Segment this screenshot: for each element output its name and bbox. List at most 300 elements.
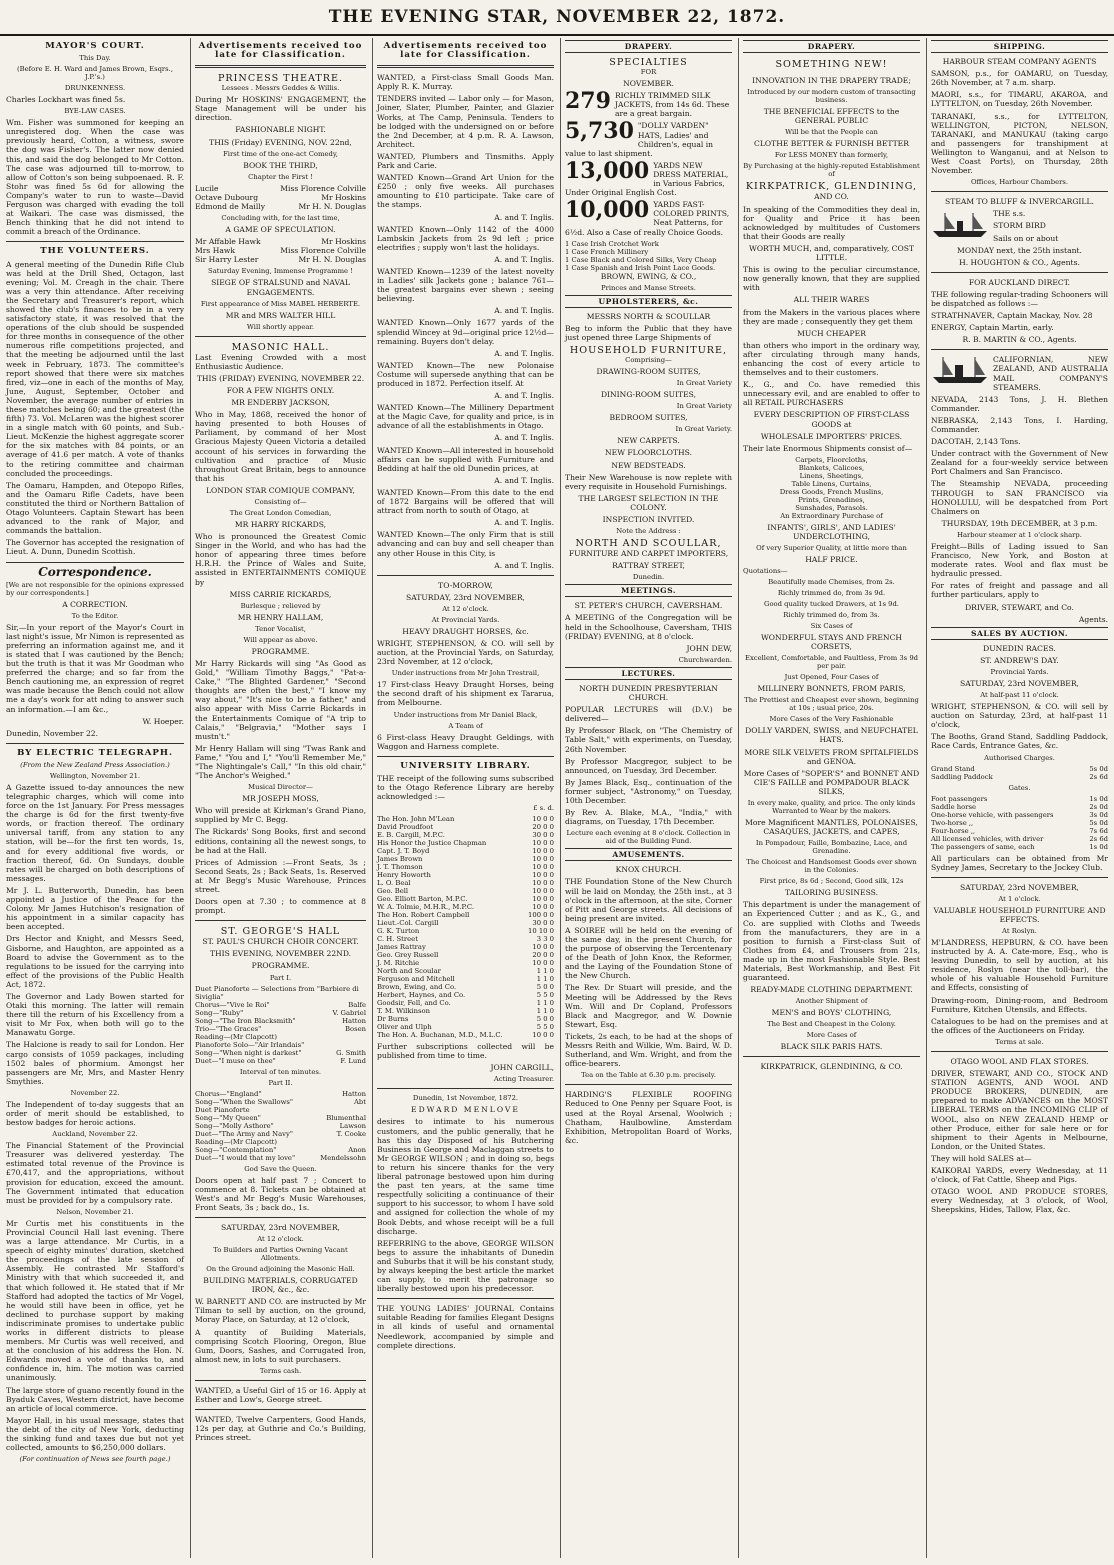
- programme-row: [195, 1154, 366, 1162]
- ad-line: THURSDAY, 19th DECEMBER, at 3 p.m.: [941, 518, 1098, 528]
- ad-line: On the Ground adjoining the Masonic Hall.: [206, 1265, 355, 1274]
- ad-line: INFANTS', GIRLS', AND LADIES' UNDERCLOTHING,: [767, 522, 896, 541]
- inglis-ad: [377, 225, 554, 264]
- role: Edmond de Mailly: [195, 201, 265, 211]
- ad-text: By Professor Black, on "The Chemistry of Table Salt," with experiments, on Tuesday, 26th November.: [565, 726, 732, 754]
- section-label: BYE-LAW CASES.: [64, 107, 126, 116]
- ad-line: MONDAY next, the 25th instant.: [957, 245, 1082, 255]
- letter-body: Sir,—In your report of the Mayor's Court in last night's issue, Mr Nimon is represented as preferring an information against me, and it is stated that I was cautioned by the Bench; but the truth is that it was Mr Goodman who preferred the charge; and so far from the Bench cautioning me, an expression of regret was made because the Bench could not allow me a day's work for att nding to answer such an information.—I am &c.,: [6, 622, 184, 714]
- ad-line: Chapter the First !: [248, 172, 313, 181]
- goods-item: Carpets, Floorcloths,: [795, 455, 868, 464]
- amount: 10 0 0: [532, 895, 554, 904]
- subscriber: Dr Burns: [377, 1015, 409, 1024]
- ad-line: First appearance of Miss MABEL HERBERTE.: [200, 299, 361, 308]
- charge-price: 2s 6d: [1089, 834, 1108, 843]
- ad-line: PROGRAMME.: [251, 961, 310, 971]
- subscription-row: [377, 871, 554, 879]
- ad-line: First time of the one-act Comedy,: [223, 149, 338, 158]
- amount: 3 3 0: [536, 935, 554, 944]
- ad-line: The Prettiest and Cheapest ever shown, beginning at 10s ; usual price, 20s.: [744, 696, 919, 713]
- correspondence-heading: Correspondence.: [38, 564, 152, 579]
- goods-item: Table Linens, Curtains,: [791, 479, 872, 488]
- gate-charge-list: [931, 795, 1108, 851]
- subscription-row: [377, 943, 554, 951]
- cast-list: [195, 184, 366, 211]
- piece: Duet—"I muse on thee": [195, 1056, 276, 1065]
- specialty-item: [565, 161, 732, 197]
- ad-line: HARBOUR STEAM COMPANY AGENTS: [942, 57, 1097, 67]
- ad-line: Just Opened, Four Cases of: [784, 673, 879, 682]
- ad-line: DUNEDIN RACES.: [983, 643, 1056, 653]
- ad-line: Richly trimmed do, from 3s.: [783, 611, 880, 620]
- subscription-row: [377, 847, 554, 855]
- ad-text: M'LANDRESS, HEPBURN, & CO. have been instructed by A. A. Cate-more, Esq., who is leaving Dunedin, to sell by auction, at his residence, Roslyn (near the toll-bar), the whole of his valuable Household Furniture and Effects, consisting of: [931, 938, 1108, 993]
- divider: [6, 562, 184, 563]
- subscription-row: [377, 919, 554, 927]
- quantity-number: 13,000: [565, 160, 650, 184]
- column-drapery-2: [738, 38, 924, 1558]
- composer: Anon: [348, 1145, 366, 1154]
- paragraph: Charles Lockhart was fined 5s.: [6, 95, 126, 105]
- charge-price: 2s 0d: [1089, 802, 1108, 811]
- ad-text: HARDING'S FLEXIBLE ROOFING Reduced to One Penny per Square Foot, is used at the Royal Arsenal, Woolwich ; Chatham, Haulbowline, Amsterdam Exhibition, Metropolitan Board of Works, &c.: [565, 1090, 732, 1145]
- ad-line: BLACK SILK PARIS HATS.: [780, 1042, 883, 1052]
- amount: 10 0 0: [532, 1031, 554, 1040]
- late-ads-heading: Advertisements received too late for Classification.: [383, 41, 548, 61]
- amount: 1 1 0: [536, 967, 554, 976]
- ad-line: Concluding with, for the last time,: [221, 214, 340, 223]
- piece: Song—"Molly Asthore": [195, 1121, 274, 1130]
- paragraph: Drs Hector and Knight, and Messrs Seed, Gisborne, and Haughton, are appointed as a Board to advise the Government as to the regulations to be issued for the carrying into effect of the provisions of the Public Health Act, 1872.: [6, 934, 184, 989]
- paragraph: The Financial Statement of the Provincial Treasurer was delivered yesterday. The estimated total revenue of the Province is £70,417, and the appropriations, without provision for education, exceed the amount. The Government intimated that education must be provided for by a compulsory rate.: [6, 1141, 184, 1205]
- drapery-heading: DRAPERY.: [565, 40, 732, 53]
- ad-line: MR ENDERBY JACKSON,: [231, 398, 330, 408]
- subscription-row: [377, 935, 554, 943]
- letter-date: Dunedin, November 22.: [6, 728, 99, 738]
- piece: Song—"Contemplation": [195, 1145, 277, 1154]
- quantity-number: 279: [565, 91, 611, 115]
- subscription-row: [377, 815, 554, 823]
- ad-text: A MEETING of the Congregation will be held in the Schoolhouse, Caversham, THIS (FRIDAY) EVENING, at 8 o'clock.: [565, 613, 732, 641]
- ad-text: W. BARNETT AND CO. are instructed by Mr Tilman to sell by auction, on the ground, Moray Place, on Saturday, at 12 o'clock,: [195, 1297, 366, 1325]
- amount: 10 0 0: [532, 879, 554, 888]
- ad-line: STRATHNAVER, Captain Mackay, Nov. 28: [931, 311, 1093, 321]
- subscriber: Ferguson and Mitchell: [377, 975, 455, 984]
- ad-line: At Provincial Yards.: [431, 615, 500, 624]
- subscription-row: [377, 911, 554, 919]
- amount: 10 0 0: [532, 871, 554, 880]
- ad-line: Interval of ten minutes.: [239, 1067, 322, 1076]
- ad-line: MORE SILK VELVETS FROM SPITALFIELDS and GENOA.: [744, 747, 919, 766]
- subscriber: The Hon. A. Buchanan, M.D., M.L.C.: [377, 1031, 503, 1040]
- actor: Mr H. N. Douglas: [298, 255, 366, 265]
- piece: Duet Pianoforte — Selections from "Barbiere di Siviglia": [195, 984, 359, 1001]
- ad-line: FOR: [640, 68, 657, 77]
- ad-signature: A. and T. Inglis.: [494, 391, 554, 401]
- subscription-row: [377, 839, 554, 847]
- specialty-items: [565, 91, 732, 236]
- news-source: (From the New Zealand Press Association.): [20, 760, 170, 769]
- charge-row: [931, 835, 1108, 843]
- ad-line: H. HOUGHTON & CO., Agents.: [959, 257, 1080, 267]
- amount: 1 1 0: [536, 1007, 554, 1016]
- subscription-row: [377, 855, 554, 863]
- divider: [377, 575, 554, 576]
- quantity-number: 10,000: [565, 200, 650, 224]
- ad-text: REFERRING to the above, GEORGE WILSON begs to assure the inhabitants of Dunedin and Suburbs that it will be his constant study, by always keeping the best article the market can supply, to merit the patronage so liberally bestowed upon his predecessor.: [377, 1238, 554, 1294]
- ad-signature: A. and T. Inglis.: [494, 560, 554, 570]
- subscriber: Capt. J. T. Boyd: [377, 847, 430, 856]
- ad-line: Quotations—: [743, 567, 788, 576]
- ad-text: By Rev. A. Blake, M.A., "India," with diagrams, on Tuesday, 17th December.: [565, 808, 732, 827]
- charge-item: Foot passengers: [931, 794, 988, 803]
- charge-row: [931, 819, 1108, 827]
- amount: 30 0 0: [532, 831, 554, 840]
- composer: Hatton: [342, 1089, 366, 1098]
- dateline: Auckland, November 22.: [52, 1130, 138, 1139]
- ad-line: NEW BEDSTEADS.: [611, 460, 686, 470]
- ad-line: SATURDAY, 23rd NOVEMBER,: [960, 678, 1079, 688]
- programme-row: [195, 1001, 366, 1009]
- ad-text: SAMSON, p.s., for OAMARU, on Tuesday, 26th November, at 7 a.m. sharp.: [931, 69, 1108, 88]
- case-item: 1 Case French Millinery: [565, 247, 649, 256]
- ad-text: A quantity of Building Materials, comprising Scotch Flooring, Oregon, Blue Gum, Doors, Sashes, and Corrugated Iron, almost new, in lots to suit purchasers.: [195, 1327, 366, 1364]
- ad-line: Will appear as above.: [243, 635, 318, 644]
- programme-row: [195, 1009, 366, 1017]
- ad-line: Provincial Yards.: [990, 667, 1049, 676]
- ad-line: FASHIONABLE NIGHT.: [235, 125, 326, 135]
- divider: [195, 1409, 366, 1410]
- inglis-ad: [377, 403, 554, 442]
- paragraph: The Halcione is ready to sail for London. Her cargo consists of 1059 packages, including 1502 bales of phormium. Amongst her passengers are Mr, Mrs, and Master Henry Smythies.: [6, 1040, 184, 1086]
- ad-text: A SOIREE will be held on the evening of the same day, in the present Church, for the purpose of observing the Tercentenary of the Death of John Knox, the Reformer, and the Laying of the Foundation Stone of the New Church.: [565, 925, 732, 981]
- ad-line: ENERGY, Captain Martin, early.: [931, 323, 1054, 333]
- case-item: 1 Case Black and Colored Silks, Very Cheap: [565, 255, 717, 264]
- charge-price: 1s 0d: [1089, 794, 1108, 803]
- ad-title: SPECIALTIES: [609, 57, 688, 69]
- late-ads-heading: Advertisements received too late for Classification.: [198, 41, 363, 61]
- divider: [743, 1056, 920, 1057]
- amount: 10 0 0: [532, 839, 554, 848]
- actor: Miss Florence Colville: [280, 246, 366, 256]
- ad-line: THE LARGEST SELECTION IN THE COLONY.: [578, 493, 719, 512]
- divider: [6, 743, 184, 744]
- charge-row: [931, 843, 1108, 851]
- amount: 5 5 0: [536, 1023, 554, 1032]
- continuation-note: (For continuation of News see fourth page.): [19, 1455, 171, 1464]
- charge-row: [931, 811, 1108, 819]
- ad-line: KNOX CHURCH.: [615, 865, 682, 875]
- ad-line: Under instructions from Mr John Trestrail,: [391, 669, 540, 678]
- ad-line: ST. PAUL'S CHURCH CHOIR CONCERT.: [202, 937, 359, 947]
- subscriber: Geo. Grey Russell: [377, 951, 439, 960]
- goods-item: Blankets, Calicoes,: [798, 463, 865, 472]
- cast-row: [195, 255, 366, 264]
- ad-line: A GAME OF SPECULATION.: [225, 225, 336, 235]
- ad-text: Tickets, 2s each, to be had at the shops of Messrs Reith and Wilkie, Wm. Baird, W. D. Sutherland, and Wm. Wright, and from the office-bearers.: [565, 1031, 732, 1069]
- ad-text: WANTED Known—Grand Art Union for the £250 ; only five weeks. All purchases amounting to £10 participate. Take care of the stamps.: [377, 173, 554, 210]
- california-mail-block: [931, 355, 1108, 391]
- actor: Mr H. N. Douglas: [298, 201, 366, 211]
- ad-text: Mr Harry Rickards will sing "As Good as Gold," "William Timothy Baggs," "Pat-a-Cake," "The Blighted Gardener," "Second thoughts are often the best," "I know my way about," "It's nice to be a father," and also appear with Miss Carrie Rickards in the Entertainments Comique of "A trip to Calais," "Belgravia," "Mother says I mustn't.": [195, 658, 366, 741]
- ad-line: STORM BIRD: [993, 221, 1046, 231]
- ad-text: POPULAR LECTURES will (D.V.) be delivered—: [565, 705, 732, 724]
- ad-line: At 12 o'clock.: [442, 604, 489, 613]
- ad-line: Terms cash.: [259, 1366, 302, 1375]
- charge-row: [931, 803, 1108, 811]
- column-late-ads-2: [372, 38, 558, 1558]
- shipping-heading: SHIPPING.: [931, 40, 1108, 53]
- ad-line: Will shortly appear.: [246, 322, 315, 331]
- ad-line: To Builders and Parties Owning Vacant Allotments.: [213, 1246, 348, 1263]
- subscription-row: [377, 959, 554, 967]
- ad-line: THIS (FRIDAY) EVENING, NOVEMBER 22.: [196, 373, 365, 383]
- divider: [377, 756, 554, 757]
- ad-line: Terms at sale.: [995, 1037, 1044, 1046]
- ad-line: The Great London Comedian,: [229, 509, 332, 517]
- ad-line: BUILDING MATERIALS, CORRUGATED IRON, &c., &c.: [203, 1276, 358, 1295]
- ad-line: LONDON STAR COMIQUE COMPANY,: [206, 485, 355, 495]
- wanted-ad: WANTED, Twelve Carpenters, Good Hands, 12s per day, at Guthrie and Co.'s Building, Princes street.: [195, 1415, 366, 1443]
- amount: 1 1 0: [536, 975, 554, 984]
- divider: [195, 1217, 366, 1218]
- ad-line: Note the Address :: [616, 527, 681, 536]
- ad-signature: A. and T. Inglis.: [494, 518, 554, 528]
- steamship-icon: [931, 209, 989, 239]
- cast-row: [195, 246, 366, 255]
- divider: [6, 241, 184, 242]
- subscriber: L. O. Beal: [377, 879, 411, 888]
- programme-row: [195, 1057, 366, 1065]
- dateline: November 22.: [70, 1088, 120, 1097]
- ad-line: MESSRS NORTH & SCOULLAR: [586, 311, 711, 321]
- piece: Reading—(Mr Clapcott): [195, 1137, 278, 1146]
- ad-line: WORTH MUCH, and, comparatively, COST LITTLE.: [749, 243, 914, 263]
- ad-line: DOLLY VARDEN, SWISS, and NEUFCHATEL HATS.: [745, 726, 918, 745]
- ad-line: At Roslyn.: [1002, 927, 1037, 935]
- charge-item: Saddle horse: [931, 802, 976, 811]
- role: Sir Harry Lester: [195, 255, 259, 265]
- composer: Mendelssohn: [320, 1153, 366, 1162]
- amount: 20 0 0: [532, 823, 554, 832]
- paragraph: Mayor Hall, in his usual message, states that the debt of the city of New York, deducting the sinking fund and taxes due but not yet collected, amounts to $6,250,000 dollars.: [6, 1415, 184, 1453]
- ad-line: MILLINERY BONNETS, FROM PARIS,: [757, 684, 906, 694]
- role: Mr Affable Hawk: [195, 237, 261, 247]
- amount: 10 10 0: [528, 927, 554, 936]
- ad-signature: A. and T. Inglis.: [494, 475, 554, 485]
- volunteers-heading: THE VOLUNTEERS.: [40, 246, 150, 257]
- ad-line: At half-past 11 o'clock.: [980, 691, 1059, 700]
- ad-line: Tea on the Table at 6.30 p.m. precisely.: [581, 1071, 716, 1080]
- ad-text: WANTED Known—Only 1142 of the 4000 Lambskin Jackets from 2s 9d left ; price electrifies ; supply won't last the holidays.: [377, 224, 554, 252]
- composer: G. Smith: [336, 1048, 366, 1057]
- ad-text: Who will preside at Kirkman's Grand Piano, supplied by Mr C. Begg.: [195, 806, 366, 825]
- ad-line: INNOVATION IN THE DRAPERY TRADE;: [752, 76, 911, 86]
- divider: [931, 191, 1108, 192]
- ad-line: Dunedin, 1st November, 1872.: [412, 1094, 519, 1103]
- ad-line: DACOTAH, 2,143 Tons.: [931, 437, 1021, 447]
- amount: 10 0 0: [532, 959, 554, 968]
- ad-text: TARANAKI, s.s., for LYTTELTON, WELLINGTON, PICTON, NELSON, TARANAKI, and MANUKAU (taking cargo and passengers for transhipment at Wellington to Wanganui, and at Nelson to West Coast Ports), on Thursday, 28th November.: [931, 111, 1108, 176]
- quantity-number: 5,730: [565, 121, 634, 145]
- actor: Miss Florence Colville: [280, 183, 366, 193]
- programme-row: [195, 1106, 366, 1114]
- composer: Blumenthal: [326, 1113, 366, 1122]
- ad-line: NORTH DUNEDIN PRESBYTERIAN CHURCH.: [579, 683, 718, 703]
- ad-line: Offices, Harbour Chambers.: [970, 178, 1069, 187]
- charge-item: Four-horse ,,: [931, 826, 976, 835]
- role: Lucile: [195, 183, 219, 193]
- ad-line: Another Shipment of: [795, 997, 868, 1006]
- mail-steamer-icon: [931, 355, 989, 385]
- ad-title: NORTH AND SCOULLAR,: [575, 538, 722, 550]
- ad-line: By Purchasing at the highly-reputed Establishment of: [743, 162, 920, 179]
- drapery-heading: DRAPERY.: [743, 40, 920, 53]
- ad-line: Authorised Charges.: [984, 753, 1055, 762]
- paragraph: Mr Curtis met his constituents in the Provincial Council Hall last evening. There was a large attendance. Mr Curtis, in a speech of eighty minutes' duration, sketched the proceedings of the late session of Assembly. He contrasted Mr Stafford's Ministry with that which succeeded it, and that which followed it. He stated that if Mr Stafford had adopted the tactics of Mr Vogel, he would still have been in office, yet he declined to purchase support by making indiscriminate promises to undertake public works in different districts to please members. Mr Curtis was well received, and at the conclusion of his address the Hon. N. Edwards moved a vote of thanks to, and confidence in, him. The motion was carried unanimously.: [6, 1218, 184, 1383]
- ad-line: AND CO.: [814, 192, 849, 202]
- subheading: This Day.: [79, 54, 111, 63]
- subscriber: T. M. Wilkinson: [377, 1007, 430, 1016]
- ad-signature-role: Churchwarden.: [678, 655, 732, 664]
- divider: [931, 349, 1108, 350]
- charge-price: 5s 0d: [1089, 764, 1108, 773]
- ad-line: Lessees . Messrs Geddes & Willis.: [221, 84, 340, 93]
- ad-signature: A. and T. Inglis.: [494, 433, 554, 443]
- item-text: YARDS NEW DRESS MATERIAL, in Various Fabrics, Under Original English Cost.: [565, 160, 729, 198]
- piece: Pianoforte Solo—"Air Irlandais": [195, 1040, 305, 1049]
- ad-text: The Rev. Dr Stuart will preside, and the Meeting will be Addressed by the Revs Wm. Will and Dr Copland, Professors Black and Macgregor, and W. Downie Stewart, Esq.: [565, 983, 732, 1029]
- ad-line: DRAWING-ROOM SUITES,: [596, 367, 701, 377]
- amount: 5 0 0: [536, 983, 554, 992]
- charge-price: 2s 6d: [1089, 772, 1108, 781]
- inglis-ad: [377, 267, 554, 315]
- letter-title: A CORRECTION.: [62, 599, 128, 609]
- charge-row: [931, 795, 1108, 803]
- ad-text: During Mr HOSKINS' ENGAGEMENT, the Stage Management will be under his direction.: [195, 95, 366, 123]
- ad-line: Six Cases of: [810, 622, 853, 631]
- divider: [195, 336, 366, 337]
- amount: 10 0 0: [532, 943, 554, 952]
- ad-line: MR HENRY HALLAM,: [237, 612, 324, 622]
- divider: [377, 65, 554, 68]
- subscriber: David Proudfoot: [377, 823, 434, 832]
- princess-theatre-title: PRINCESS THEATRE.: [217, 73, 344, 85]
- ad-text: All particulars can be obtained from Mr Sydney James, Secretary to the Jockey Club.: [931, 853, 1108, 872]
- charge-row: [931, 773, 1108, 781]
- ad-text: By James Black, Esq., continuation of the former subject, "Astronomy," on Tuesday, 10th December.: [565, 777, 732, 805]
- charge-item: The passengers of same, each: [931, 842, 1035, 851]
- subscription-row: [377, 887, 554, 895]
- piece: Chorus—"England": [195, 1089, 262, 1098]
- divider: [931, 877, 1108, 878]
- subscriber: James Rattray: [377, 943, 426, 952]
- cast-list: [195, 237, 366, 264]
- ad-text: Catalogues to be had on the premises and at the offices of the Auctioneers on Friday.: [931, 1016, 1108, 1035]
- ad-line: NEW CARPETS.: [617, 436, 680, 446]
- dateline: Nelson, November 21.: [56, 1207, 134, 1216]
- sales-by-auction-heading: SALES BY AUCTION.: [931, 627, 1108, 640]
- goods-item: Dress Goods, French Muslins,: [779, 487, 884, 496]
- concert-programme-part1: [195, 985, 366, 1065]
- charge-item: Two-horse ,,: [931, 818, 974, 827]
- ad-line: INSPECTION INVITED.: [602, 515, 695, 524]
- subscriber: Lieut.-Col. Cargill: [377, 919, 439, 928]
- paragraph: The Governor and Lady Bowen started for Otaki this morning. The latter will remain there till the return of his Excellency from a visit to Mr Fox, when both will go to the Manawatu Gorge.: [6, 991, 184, 1038]
- programme-row: [195, 1114, 366, 1122]
- column-drapery-1: [560, 38, 736, 1558]
- charge-item: All licensed vehicles, with driver: [931, 834, 1044, 843]
- ad-title: CALIFORNIAN, NEW ZEALAND, AND AUSTRALIA MAIL COMPANY'S STEAMERS.: [993, 355, 1108, 392]
- ad-text: WANTED Known—The only Firm that is still advancing and can buy and sell cheaper than any other House in this City, is: [377, 530, 554, 558]
- ad-line: Dunedin.: [632, 573, 665, 582]
- amount: 10 0 0: [532, 847, 554, 856]
- ad-text: Beg to inform the Public that they have just opened three Large Shipments of: [565, 323, 732, 342]
- wanted-ad: WANTED, a Useful Girl of 15 or 16. Apply at Esther and Low's, George street.: [195, 1385, 366, 1404]
- cast-row: [195, 237, 366, 246]
- amount: 1 1 0: [536, 999, 554, 1008]
- ad-text: Their New Warehouse is now replete with every requisite in Household Furnishings.: [565, 472, 732, 491]
- ad-text: Who is pronounced the Greatest Comic Singer in the World, and who has had the honor of appearing three times before H.R.H. the Prince of Wales and Suite, assisted in ENTERTAINMENTS COMIQUE by: [195, 532, 366, 587]
- subscription-row: [377, 823, 554, 831]
- piece: Duet Pianoforte: [195, 1105, 250, 1114]
- ad-line: At 12 o'clock.: [257, 1235, 304, 1244]
- ad-line: In Great Variety.: [675, 425, 732, 434]
- subscriber: The Hon. Robert Campbell: [377, 911, 470, 920]
- subscriber: Brown, Ewing, and Co.: [377, 983, 457, 992]
- subscription-row: [377, 927, 554, 935]
- ad-line: Beautifully made Chemises, from 2s.: [768, 578, 895, 587]
- st-georges-hall-title: ST. GEORGE'S HALL: [220, 926, 341, 938]
- charge-row: [931, 827, 1108, 835]
- ad-line: At 1 o'clock.: [998, 894, 1041, 903]
- ad-line: TO-MORROW,: [438, 580, 493, 590]
- ad-text: Mr Henry Hallam will sing "Twas Rank and Fame," "You and I," "You'll Remember Me," "The Nightingale's Call," "In this old chair," "The Anchor's Weighed.": [195, 743, 366, 781]
- piece: Song—"When the Swallows": [195, 1097, 294, 1106]
- cast-row: [195, 193, 366, 202]
- divider: [195, 1380, 366, 1381]
- ad-text: from the Makers in the various places where they are made ; consequently they get them: [743, 307, 920, 326]
- ad-line: HALF PRICE.: [805, 555, 858, 564]
- amount: 5 0 0: [536, 1015, 554, 1024]
- subscription-row: [377, 983, 554, 991]
- subscription-row: [377, 831, 554, 839]
- ad-line: Agents.: [1078, 614, 1108, 624]
- inglis-ad: [377, 361, 554, 400]
- ad-line: BOOK THE THIRD,: [243, 160, 318, 170]
- subscriber: G. K. Turton: [377, 927, 420, 936]
- ad-line: TAILORING BUSINESS.: [784, 888, 879, 898]
- inglis-ad: [377, 318, 554, 357]
- ad-text: The Rickards' Song Books, first and second editions, containing all the newest songs, to be had at the Hall.: [195, 827, 366, 855]
- ad-line: SATURDAY, 23rd NOVEMBER,: [221, 1222, 340, 1232]
- ad-line: NEW FLOORCLOTHS.: [605, 448, 692, 458]
- ad-text: THE following regular-trading Schooners will be dispatched as follows :—: [931, 289, 1108, 308]
- programme-row: [195, 1122, 366, 1130]
- divider: [931, 1051, 1108, 1052]
- subscription-row: [377, 879, 554, 887]
- piece: Duet—"The Army and Navy": [195, 1129, 293, 1138]
- ad-line: Part II.: [268, 1078, 293, 1087]
- charge-price: 5s 0d: [1089, 818, 1108, 827]
- divider: [195, 65, 366, 68]
- ad-line: First price, 8s 6d ; Second, Good silk, 12s: [759, 877, 904, 886]
- letter-addressee: To the Editor.: [71, 611, 119, 620]
- ad-text: This department is under the management of an Experienced Cutter ; and as K., G., and Co. are supplied with Cloths and Tweeds from the manufacturers, they are in a position to furnish a First-class Suit of Clothes from £4, and Trousers from 21s, made up in the most Fashionable Style. Best Materials, Best Workmanship, and Best Fit guaranteed.: [743, 900, 920, 983]
- amount: 100 0 0: [528, 911, 554, 920]
- ad-text: WANTED Known—1239 of the latest novelty in Ladies' silk Jackets gone ; balance 761—the greatest bargains ever shewn ; seeing believing.: [377, 266, 554, 304]
- ad-text: KAIKORAI YARDS, every Wednesday, at 11 o'clock, of Fat Cattle, Sheep and Pigs.: [931, 1165, 1108, 1185]
